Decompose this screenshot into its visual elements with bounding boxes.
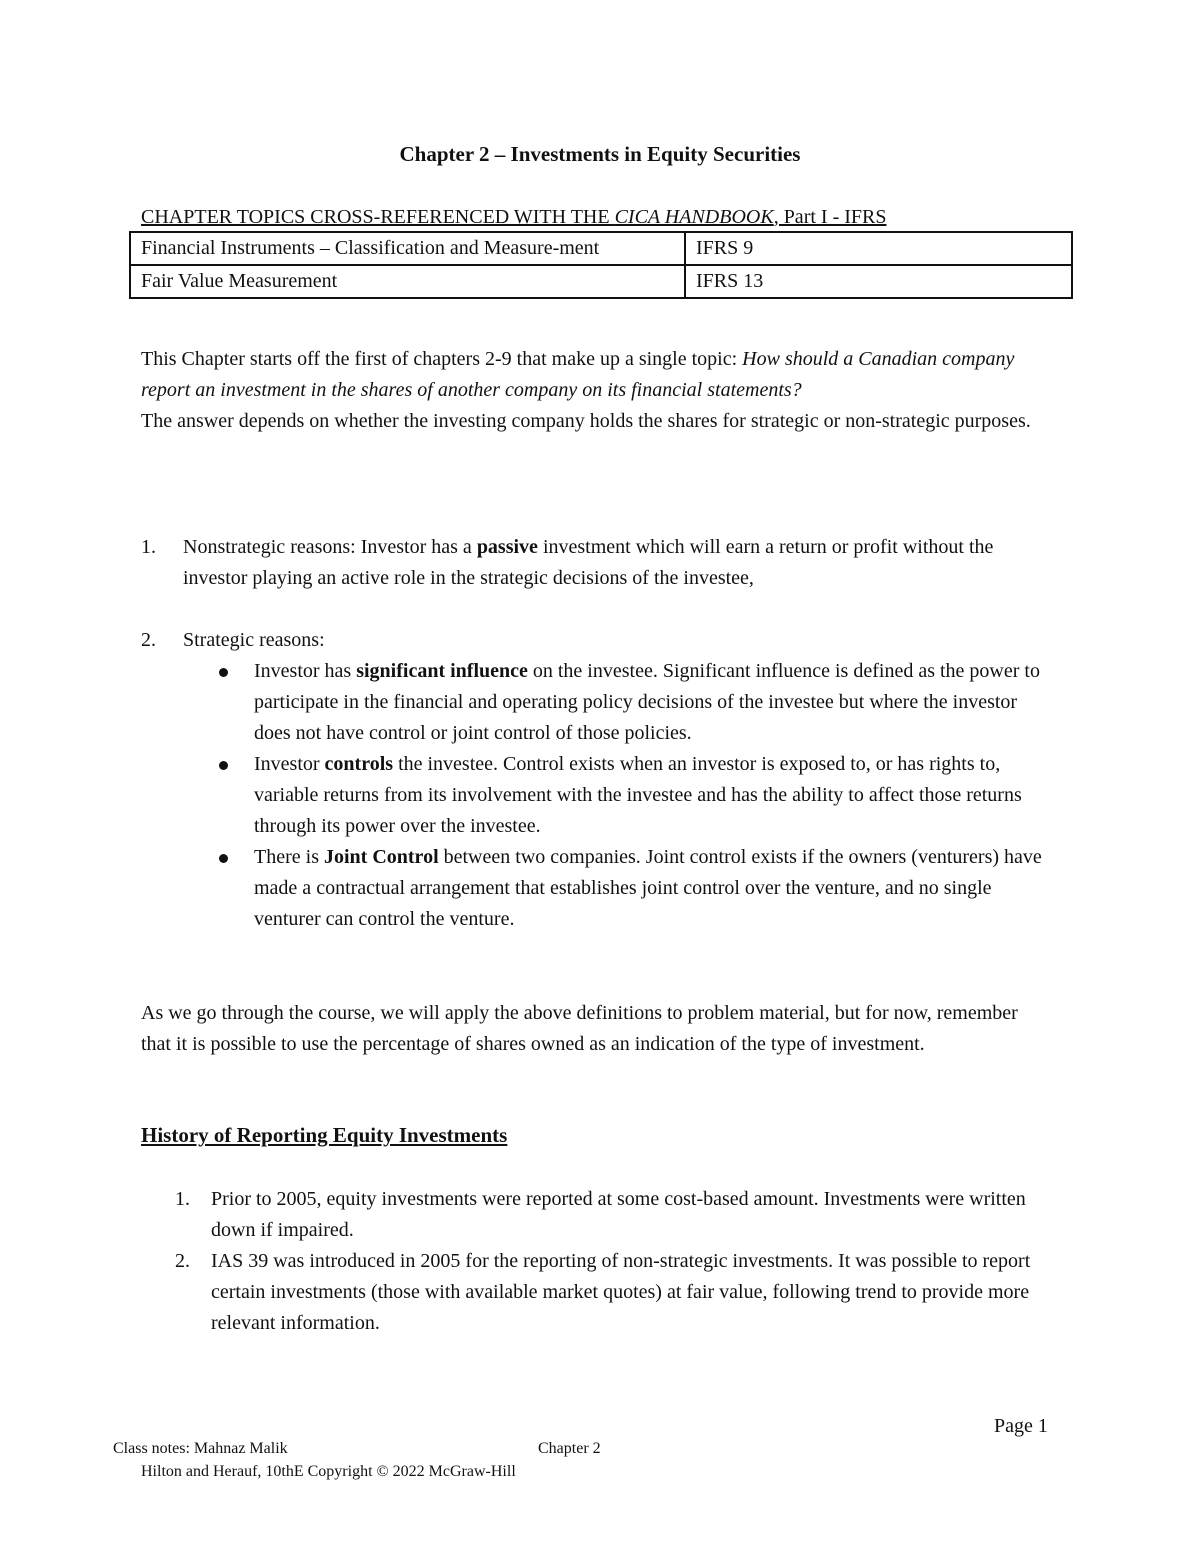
reason-emphasis: passive — [476, 536, 538, 558]
bullet-emphasis: Joint Control — [323, 846, 439, 868]
footer-copyright: Hilton and Herauf, 10thE Copyright © 2022 McGraw-Hill — [141, 1463, 516, 1480]
list-number: 1. — [175, 1188, 190, 1210]
table-row — [130, 265, 1072, 298]
bullet-text: the investee. Control exists when an investor is exposed to, or has rights to, variable returns from its involvement with the investee and has the ability to affect those returns through its power over the investee. — [254, 753, 1022, 837]
footer-class-notes: Class notes: Mahnaz Malik — [113, 1440, 288, 1457]
reasons-list — [141, 532, 1051, 935]
outro-paragraph: As we go through the course, we will apply the above definitions to problem material, but for now, remember that it is possible to use the percentage of shares owned as an indication of the type of investment. — [141, 1002, 1018, 1055]
intro-answer: The answer depends on whether the investing company holds the shares for strategic or non-strategic purposes. — [141, 410, 1031, 432]
list-item — [183, 656, 1051, 749]
reason-text: Nonstrategic reasons: Investor has a — [183, 536, 477, 558]
strategic-bullets — [183, 656, 1051, 935]
intro-paragraph — [141, 344, 1041, 437]
bullet-icon — [219, 854, 228, 863]
bullet-emphasis: significant influence — [356, 660, 528, 682]
bullet-emphasis: controls — [324, 753, 394, 775]
reason-label: Strategic reasons: — [183, 629, 325, 651]
table-row — [130, 232, 1072, 265]
cross-reference-suffix: , Part I - IFRS — [773, 206, 887, 228]
standard-cell: IFRS 9 — [685, 232, 1072, 265]
topics-table — [129, 231, 1073, 299]
footer-chapter: Chapter 2 — [538, 1440, 601, 1457]
intro-question-line — [141, 344, 1041, 406]
bullet-text: on the investee. Significant influence is defined as the power to participate in the financial and operating policy decisions of the investee but where the investor does not have control or joint control of those policies. — [254, 660, 1040, 744]
chapter-title: Chapter 2 – Investments in Equity Securities — [399, 142, 801, 166]
list-item — [183, 749, 1051, 842]
cross-reference-handbook: CICA HANDBOOK — [614, 206, 774, 228]
bullet-text: Investor has — [254, 660, 357, 682]
standard-cell: IFRS 13 — [685, 265, 1072, 298]
list-item — [141, 1246, 1051, 1339]
footer-line — [113, 1440, 601, 1458]
bullet-icon — [219, 668, 228, 677]
history-heading: History of Reporting Equity Investments — [141, 1123, 508, 1147]
list-item — [141, 625, 1051, 935]
bullet-icon — [219, 761, 228, 770]
list-item — [141, 1184, 1051, 1246]
topic-cell: Fair Value Measurement — [130, 265, 685, 298]
intro-lead: This Chapter starts off the first of chapters 2-9 that make up a single topic: — [141, 348, 743, 370]
reason-text: investment which will earn a return or profit without the investor playing an active role in the strategic decisions of the investee, — [183, 536, 994, 589]
history-list — [141, 1184, 1051, 1339]
list-number: 2. — [141, 629, 156, 651]
bullet-text: Investor — [254, 753, 325, 775]
cross-reference-heading — [141, 206, 886, 229]
cross-reference-prefix: CHAPTER TOPICS CROSS-REFERENCED WITH THE — [141, 206, 615, 228]
list-item — [141, 532, 1051, 594]
list-number: 2. — [175, 1250, 190, 1272]
topic-cell: Financial Instruments – Classification and Measure-ment — [130, 232, 685, 265]
list-number: 1. — [141, 536, 156, 558]
history-text: IAS 39 was introduced in 2005 for the reporting of non-strategic investments. It was possible to report certain investments (those with available market quotes) at fair value, following trend to provide more relevant information. — [211, 1250, 1031, 1334]
intro-question: How should a Canadian company report an investment in the shares of another company on its financial statements? — [141, 348, 1015, 401]
bullet-text: There is — [254, 846, 324, 868]
list-item — [183, 842, 1051, 935]
bullet-text: between two companies. Joint control exists if the owners (venturers) have made a contractual arrangement that establishes joint control over the venture, and no single venturer can control the venture. — [254, 846, 1042, 930]
page-number: Page 1 — [994, 1415, 1048, 1437]
history-text: Prior to 2005, equity investments were reported at some cost-based amount. Investments were written down if impaired. — [211, 1188, 1026, 1241]
